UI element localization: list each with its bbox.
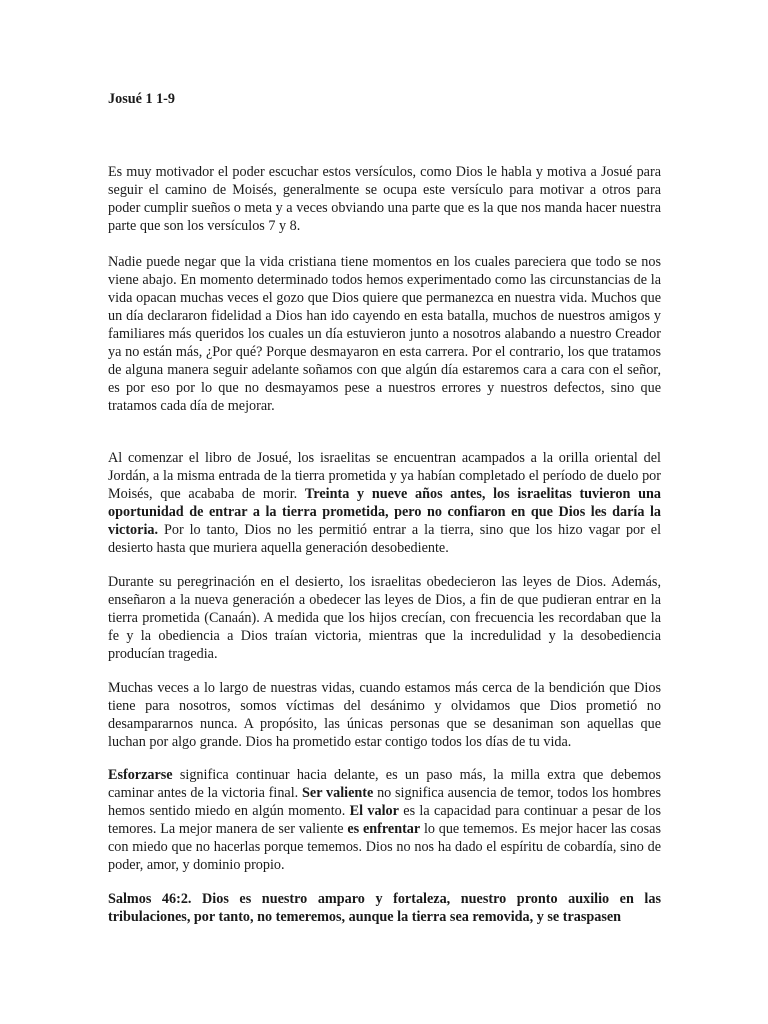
paragraph-3-intro: Al comenzar el libro de Josué, los israelitas se encuentran acampados a la orilla oriental del Jordán, a la misma entrada de la tierra prometida y ya habían completado el período de duelo por Moisés, que acababa de morir. [108,450,661,503]
term-esforzarse: Esforzarse [108,767,173,783]
paragraph-7-psalm-quote [108,890,661,926]
paragraph-6 [108,766,661,874]
paragraph-6-text-1: significa continuar hacia delante, es un paso más, la milla extra que debemos caminar antes de la victoria final. [108,767,661,802]
term-ser-valiente: Ser valiente [302,785,374,802]
paragraph-6-text-3: es la capacidad para continuar a pesar de los temores. La mejor manera de ser valiente [108,803,661,838]
paragraph-2: Nadie puede negar que la vida cristiana tiene momentos en los cuales pareciera que todo se nos viene abajo. En momento determinado todos hemos experimentado como las circunstancias de la vida opacan muchas veces el gozo que Dios quiere que permanezca en nuestra vida. Muchos que un día declararon fidelidad a Dios han ido cayendo en esta batalla, muchos de nuestros amigos y familiares más queridos los cuales un día estuvieron junto a nosotros alabando a nuestro Creador ya no están más, ¿Por qué? Porque desmayaron en esta carrera. Por el contrario, los que tratamos de alguna manera seguir adelante soñamos con que algún día estaremos cara a cara con el señor, es por eso por lo que no desmayamos pese a nuestros errores y nuestros defectos, sino que tratamos cada día de mejorar. [108,254,661,415]
psalm-text: Dios es nuestro amparo y fortaleza, nuestro pronto auxilio en las tribulaciones, por tanto, no temeremos, aunque la tierra sea removida, y se traspasen [108,891,661,926]
paragraph-3 [108,449,661,557]
paragraph-1: Es muy motivador el poder escuchar estos versículos, como Dios le habla y motiva a Josué para seguir el camino de Moisés, generalmente se ocupa este versículo para motivar a otros para poder cumplir sueños o meta y a veces obviando una parte que es la que nos manda hacer nuestra parte que son los versículos 7 y 8. [108,164,661,235]
paragraph-4: Durante su peregrinación en el desierto, los israelitas obedecieron las leyes de Dios. Además, enseñaron a la nueva generación a obedecer las leyes de Dios, a fin de que pudieran entrar en la tierra prometida (Canaán). A medida que los hijos crecían, con frecuencia les recordaban que la fe y la obediencia a Dios traían victoria, mientras que la incredulidad y la desobediencia producían tragedia. [108,574,661,663]
document-title: Josué 1 1-9 [108,91,175,107]
term-es-enfrentar: es enfrentar [347,821,421,838]
term-el-valor: El valor [349,803,399,820]
paragraph-6-text-2: no significa ausencia de temor, todos los hombres hemos sentido miedo en algún momento. [108,785,661,820]
paragraph-6-text-4: lo que tememos. Es mejor hacer las cosas con miedo que no hacerlas porque tememos. Dios no nos ha dado el espíritu de cobardía, sino de poder, amor, y dominio propio. [108,821,661,874]
paragraph-3-bold: Treinta y nueve años antes, los israelitas tuvieron una oportunidad de entrar a la tierra prometida, pero no confiaron en que Dios les daría la victoria. [108,486,661,539]
psalm-reference: Salmos 46:2. [108,891,192,907]
paragraph-3-end: Por lo tanto, Dios no les permitió entrar a la tierra, sino que los hizo vagar por el desierto hasta que muriera aquella generación desobediente. [108,522,662,557]
paragraph-5: Muchas veces a lo largo de nuestras vidas, cuando estamos más cerca de la bendición que Dios tiene para nosotros, somos víctimas del desánimo y olvidamos que Dios prometió no desampararnos nunca. A propósito, las únicas personas que se desaniman son aquellas que luchan por algo grande. Dios ha prometido estar contigo todos los días de tu vida. [108,680,661,751]
